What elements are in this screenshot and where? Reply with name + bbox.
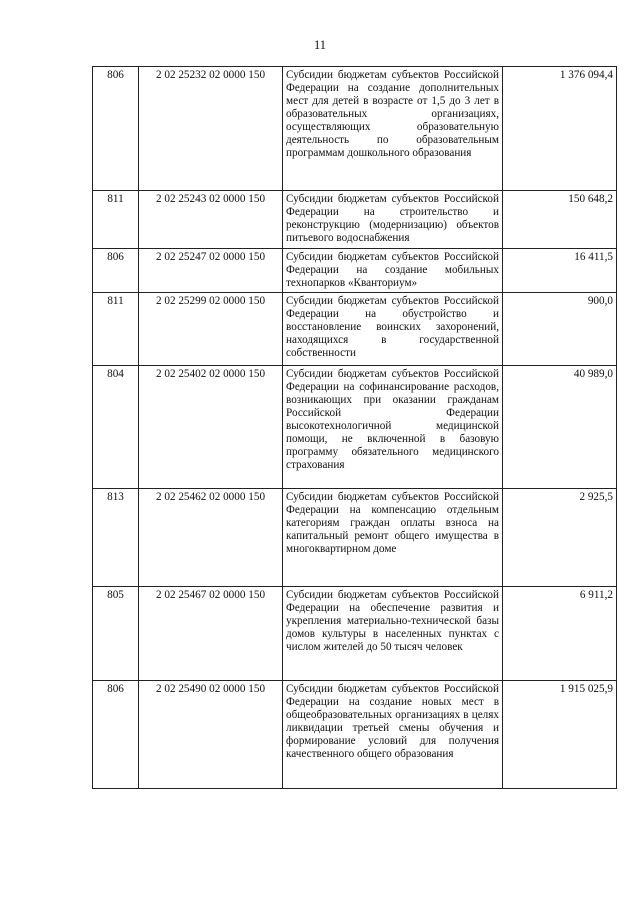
budget-classification-code: 2 02 25243 02 0000 150 — [139, 191, 283, 249]
page-number: 11 — [313, 38, 327, 52]
amount: 6 911,2 — [503, 587, 617, 681]
table-row — [93, 366, 617, 489]
table-row — [93, 681, 617, 789]
table-row — [93, 67, 617, 191]
budget-table — [92, 66, 617, 789]
revenue-description: Субсидии бюджетам субъектов Российской Федерации на софинансирование расходов, возникающих при оказании гражданам Российской Федерации высокотехнологичной медицинской помощи, не включенной в базовую программу обязательного медицинского страхования — [283, 366, 503, 489]
table-row — [93, 489, 617, 587]
budget-classification-code: 2 02 25490 02 0000 150 — [139, 681, 283, 789]
budget-classification-code: 2 02 25462 02 0000 150 — [139, 489, 283, 587]
admin-code: 806 — [93, 249, 139, 293]
revenue-description: Субсидии бюджетам субъектов Российской Федерации на строительство и реконструкцию (модернизацию) объектов питьевого водоснабжения — [283, 191, 503, 249]
admin-code: 806 — [93, 681, 139, 789]
admin-code: 811 — [93, 191, 139, 249]
admin-code: 805 — [93, 587, 139, 681]
admin-code: 806 — [93, 67, 139, 191]
amount: 1 915 025,9 — [503, 681, 617, 789]
budget-classification-code: 2 02 25402 02 0000 150 — [139, 366, 283, 489]
budget-classification-code: 2 02 25467 02 0000 150 — [139, 587, 283, 681]
amount: 1 376 094,4 — [503, 67, 617, 191]
amount: 40 989,0 — [503, 366, 617, 489]
amount: 900,0 — [503, 293, 617, 366]
revenue-description: Субсидии бюджетам субъектов Российской Федерации на обустройство и восстановление воинских захоронений, находящихся в государственной собственности — [283, 293, 503, 366]
revenue-description: Субсидии бюджетам субъектов Российской Федерации на создание дополнительных мест для детей в возрасте от 1,5 до 3 лет в образовательных организациях, осуществляющих образовательную деятельность по образовательным программам дошкольного образования — [283, 67, 503, 191]
table-row — [93, 191, 617, 249]
revenue-description: Субсидии бюджетам субъектов Российской Федерации на обеспечение развития и укрепления материально-технической базы домов культуры в населенных пунктах с числом жителей до 50 тысяч человек — [283, 587, 503, 681]
table-row — [93, 249, 617, 293]
budget-classification-code: 2 02 25232 02 0000 150 — [139, 67, 283, 191]
table-row — [93, 587, 617, 681]
revenue-description: Субсидии бюджетам субъектов Российской Федерации на создание новых мест в общеобразовательных организациях в целях ликвидации третьей смены обучения и формирование условий для получения качественного общего образования — [283, 681, 503, 789]
revenue-description: Субсидии бюджетам субъектов Российской Федерации на компенсацию отдельным категориям граждан оплаты взноса на капитальный ремонт общего имущества в многоквартирном доме — [283, 489, 503, 587]
budget-classification-code: 2 02 25299 02 0000 150 — [139, 293, 283, 366]
revenue-description: Субсидии бюджетам субъектов Российской Федерации на создание мобильных технопарков «Кванториум» — [283, 249, 503, 293]
amount: 16 411,5 — [503, 249, 617, 293]
admin-code: 813 — [93, 489, 139, 587]
admin-code: 804 — [93, 366, 139, 489]
budget-classification-code: 2 02 25247 02 0000 150 — [139, 249, 283, 293]
table-row — [93, 293, 617, 366]
amount: 2 925,5 — [503, 489, 617, 587]
admin-code: 811 — [93, 293, 139, 366]
amount: 150 648,2 — [503, 191, 617, 249]
